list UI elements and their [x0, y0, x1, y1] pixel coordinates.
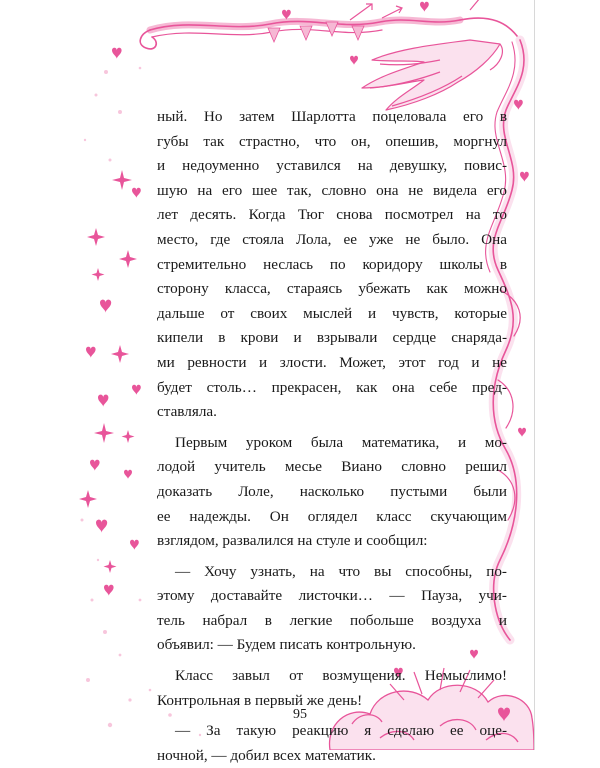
heart-icon [518, 428, 526, 437]
text-line: ночной, — добил всех математик. [157, 746, 376, 764]
paragraph [157, 105, 507, 425]
heart-icon [132, 385, 141, 395]
heart-icon [130, 540, 139, 550]
angel-wing-icon [362, 40, 502, 110]
paragraph [157, 719, 507, 768]
text-line: объявил: — Будем писать контрольную. [157, 636, 416, 654]
text-line: этому доставайте листочки… — Пауза, учи- [157, 587, 507, 605]
text-line: место, где стояла Лола, ее уже не было. Она [157, 230, 507, 248]
sparkle-icon [122, 430, 135, 443]
heart-icon [420, 2, 429, 12]
heart-icon [520, 172, 529, 182]
text-line: и недоуменно уставился на девушку, повис- [157, 157, 507, 175]
paragraph [157, 664, 507, 713]
text-line: — Хочу узнать, на что вы способны, по- [175, 562, 507, 580]
text-line: взглядом, развалился на стуле и сообщил: [157, 532, 428, 550]
heart-icon [100, 300, 111, 313]
sparkle-icon [92, 268, 105, 281]
heart-icon [90, 460, 100, 471]
left-hearts [86, 48, 141, 596]
text-line: Первым уроком была математика, и мо- [175, 433, 507, 451]
heart-icon [132, 188, 141, 198]
paragraph [157, 431, 507, 554]
sparkle-icon [111, 345, 129, 363]
text-line: ми ревности и злости. Может, этот год и не [157, 353, 507, 371]
paragraph [157, 560, 507, 658]
sparkle-icon [94, 423, 114, 443]
body-text [157, 105, 507, 768]
text-line: губы так страстно, что он, опешив, моргнул [157, 132, 507, 150]
heart-icon [104, 585, 114, 596]
text-line: доказать Лоле, насколько пустыми были [157, 482, 507, 500]
text-line: ный. Но затем Шарлотта поцеловала его в [157, 108, 507, 125]
heart-icon [98, 395, 108, 407]
sparkle-icon [112, 170, 132, 190]
text-line: дальше от своих мыслей и чувств, которые [157, 304, 507, 322]
text-line: тель набрал в легкие побольше воздуха и [157, 611, 507, 629]
page-number: 95 [293, 707, 307, 722]
text-line: ставляла. [157, 403, 217, 421]
text-line: ее надежды. Он оглядел класс скучающим [157, 507, 507, 525]
heart-icon [350, 56, 358, 65]
text-line: лет десять. Когда Тюг снова посмотрел на то [157, 206, 507, 224]
sparkle-icon [87, 228, 105, 246]
heart-icon [112, 48, 122, 59]
text-line: стремительно неслась по коридору школы в [157, 255, 507, 273]
text-line: сторону класса, стараясь убежать как можно [157, 280, 507, 298]
sparkle-icon [119, 250, 137, 268]
heart-icon [96, 520, 107, 533]
text-line: Класс завыл от возмущения. Немыслимо! [175, 667, 507, 685]
text-line: — За такую реакцию я сделаю ее оце- [175, 722, 507, 740]
left-sparkles [79, 170, 137, 573]
heart-icon [514, 100, 523, 110]
heart-icon [86, 347, 96, 358]
text-line: кипели в крови и взрывали сердце снаряда- [157, 329, 507, 347]
text-line: шую на его шее так, словно она не видела его [157, 181, 507, 199]
page-edge [534, 0, 535, 750]
sparkle-icon [104, 560, 117, 573]
text-line: Контрольная в первый же день! [157, 691, 363, 709]
text-line: будет столь… прекрасен, как она себе пред- [157, 378, 507, 396]
heart-icon [124, 470, 132, 479]
text-line: лодой учитель месье Виано словно решил [157, 458, 507, 476]
sparkle-icon [79, 490, 97, 508]
